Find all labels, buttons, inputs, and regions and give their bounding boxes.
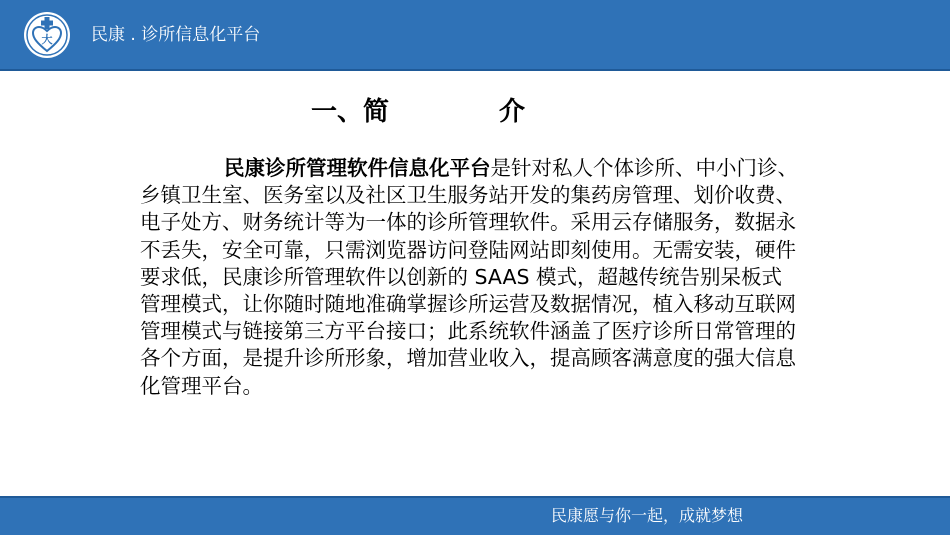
section-heading (311, 92, 525, 132)
cross-heart-logo-icon (23, 10, 71, 60)
footer-bar (0, 496, 950, 535)
intro-text: 是针对私人个体诊所、中小门诊、乡镇卫生室、医务室以及社区卫生服务站开发的集药房管理、划价收费、电子处方、财务统计等为一体的诊所管理软件。采用云存储服务，数据永不丢失，安全可靠，只需浏览器访问登陆网站即刻使用。无需安装，硬件要求低，民康诊所管理软件以创新的 SAAS 模式，超越传统告别呆板式管理模式，让你随时随地准确掌握诊所运营及数据情况，植入移动互联网管理模式与链接第三方平台接口；此系统软件涵盖了医疗诊所日常管理的各个方面，是提升诊所形象，增加营业收入，提高顾客满意度的强大信息化管理平台。 (140, 156, 798, 398)
header-bar (0, 0, 950, 71)
section-heading-word: 介 (499, 97, 526, 127)
intro-paragraph (140, 155, 800, 400)
header-title: 民康 . 诊所信息化平台 (91, 25, 261, 45)
section-heading-number: 一、简 (311, 97, 390, 127)
footer-slogan: 民康愿与你一起，成就梦想 (551, 506, 744, 525)
product-name: 民康诊所管理软件信息化平台 (224, 156, 491, 180)
logo-glyph: 大 (41, 33, 53, 46)
